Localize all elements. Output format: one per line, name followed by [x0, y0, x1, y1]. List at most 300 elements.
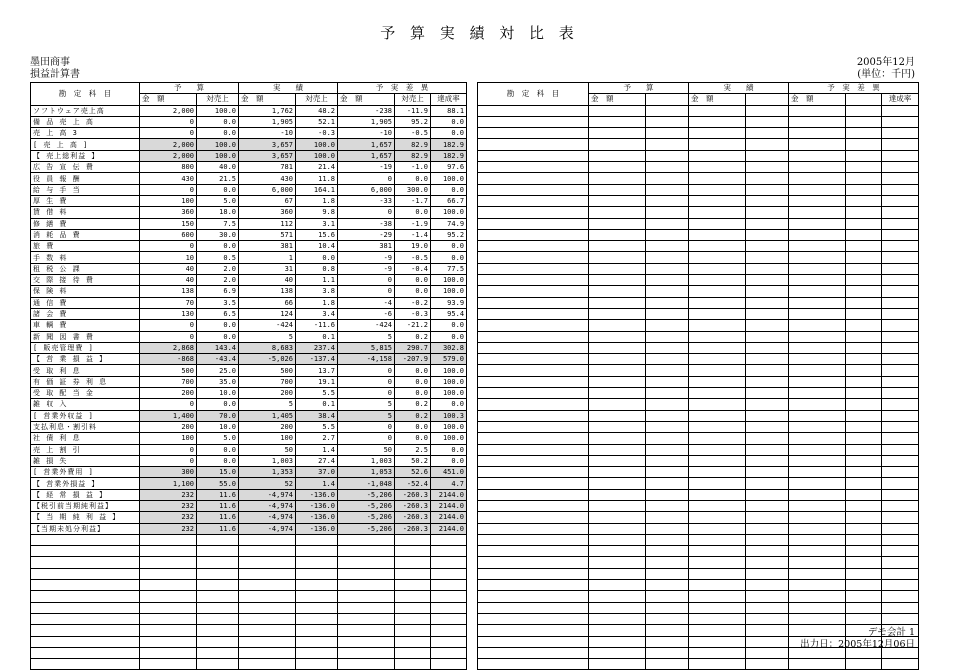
empty-cell — [478, 184, 589, 195]
table-row — [478, 229, 919, 240]
budget-amount-cell: 232 — [140, 523, 197, 534]
variance-ratio-cell: -0.5 — [395, 252, 431, 263]
empty-cell — [478, 659, 589, 670]
empty-cell — [589, 534, 646, 545]
budget-ratio-cell: 35.0 — [197, 376, 239, 387]
budget-amount-cell: 200 — [140, 421, 197, 432]
empty-cell — [746, 568, 789, 579]
empty-cell — [746, 557, 789, 568]
table-row — [31, 659, 467, 670]
empty-cell — [589, 229, 646, 240]
header-actual-ratio: 対売上 — [296, 94, 338, 105]
empty-cell — [689, 534, 746, 545]
budget-amount-cell: 1,100 — [140, 478, 197, 489]
table-row — [478, 207, 919, 218]
actual-ratio-cell: 2.7 — [296, 433, 338, 444]
achievement-cell — [431, 636, 467, 647]
empty-cell — [846, 263, 882, 274]
empty-cell — [478, 308, 589, 319]
variance-amount-cell: -5,206 — [338, 489, 395, 500]
empty-cell — [478, 320, 589, 331]
empty-cell — [646, 286, 689, 297]
budget-ratio-cell: 15.0 — [197, 467, 239, 478]
actual-amount-cell: -424 — [239, 320, 296, 331]
empty-cell — [746, 534, 789, 545]
empty-cell — [689, 546, 746, 557]
empty-cell — [478, 162, 589, 173]
achievement-cell: 66.7 — [431, 195, 467, 206]
budget-ratio-cell: 0.0 — [197, 184, 239, 195]
table-row — [31, 636, 467, 647]
empty-cell — [478, 534, 589, 545]
empty-cell — [589, 105, 646, 116]
table-row — [478, 512, 919, 523]
empty-cell — [478, 207, 589, 218]
budget-amount-cell: 40 — [140, 263, 197, 274]
account-cell: 受 取 利 息 — [31, 365, 140, 376]
table-row — [31, 625, 467, 636]
account-cell: 交 際 接 待 費 — [31, 275, 140, 286]
empty-cell — [689, 489, 746, 500]
empty-cell — [689, 342, 746, 353]
budget-ratio-cell: 0.0 — [197, 116, 239, 127]
empty-cell — [478, 150, 589, 161]
actual-amount-cell — [239, 613, 296, 624]
empty-cell — [589, 512, 646, 523]
variance-amount-cell: 0 — [338, 421, 395, 432]
account-cell: 【税引前当期純利益】 — [31, 500, 140, 511]
budget-ratio-cell — [197, 602, 239, 613]
empty-cell — [646, 128, 689, 139]
budget-ratio-cell — [197, 534, 239, 545]
budget-ratio-cell: 2.0 — [197, 275, 239, 286]
variance-ratio-cell: -260.3 — [395, 523, 431, 534]
achievement-cell — [431, 647, 467, 658]
empty-cell — [689, 241, 746, 252]
empty-cell — [846, 342, 882, 353]
table-body — [31, 105, 467, 670]
empty-cell — [646, 613, 689, 624]
actual-amount-cell: 1,905 — [239, 116, 296, 127]
account-cell: 賃 借 料 — [31, 207, 140, 218]
account-cell: [ 営業外収益 ] — [31, 410, 140, 421]
budget-ratio-cell: 0.0 — [197, 331, 239, 342]
empty-cell — [746, 116, 789, 127]
empty-cell — [882, 399, 919, 410]
empty-cell — [478, 523, 589, 534]
empty-cell — [589, 116, 646, 127]
budget-ratio-cell: 21.5 — [197, 173, 239, 184]
empty-cell — [789, 489, 846, 500]
account-cell — [31, 580, 140, 591]
account-cell — [31, 636, 140, 647]
table-row — [31, 613, 467, 624]
empty-cell — [478, 625, 589, 636]
actual-ratio-cell: -136.0 — [296, 523, 338, 534]
header-variance: 予 実 差 異 — [789, 83, 919, 94]
actual-amount-cell: 138 — [239, 286, 296, 297]
empty-cell — [689, 263, 746, 274]
budget-amount-cell: 2,000 — [140, 105, 197, 116]
actual-amount-cell: 112 — [239, 218, 296, 229]
budget-amount-cell: 0 — [140, 455, 197, 466]
empty-cell — [589, 467, 646, 478]
actual-ratio-cell — [296, 602, 338, 613]
empty-cell — [882, 218, 919, 229]
achievement-cell: 100.0 — [431, 376, 467, 387]
budget-ratio-cell — [197, 557, 239, 568]
empty-cell — [589, 139, 646, 150]
variance-amount-cell: 1,657 — [338, 139, 395, 150]
empty-cell — [789, 523, 846, 534]
empty-cell — [478, 478, 589, 489]
table-row — [478, 105, 919, 116]
table-row — [31, 252, 467, 263]
actual-ratio-cell: 1.4 — [296, 478, 338, 489]
empty-cell — [478, 342, 589, 353]
budget-ratio-cell: 100.0 — [197, 139, 239, 150]
empty-cell — [478, 252, 589, 263]
table-row — [478, 173, 919, 184]
empty-cell — [846, 433, 882, 444]
empty-cell — [846, 467, 882, 478]
budget-ratio-cell — [197, 580, 239, 591]
table-row — [31, 116, 467, 127]
actual-amount-cell: 1,003 — [239, 455, 296, 466]
footer-block — [800, 627, 915, 651]
empty-cell — [789, 659, 846, 670]
empty-cell — [746, 444, 789, 455]
actual-ratio-cell: 0.0 — [296, 252, 338, 263]
actual-ratio-cell: -0.3 — [296, 128, 338, 139]
empty-cell — [646, 444, 689, 455]
budget-ratio-cell: 0.0 — [197, 128, 239, 139]
variance-ratio-cell — [395, 636, 431, 647]
empty-cell — [646, 500, 689, 511]
empty-cell — [746, 388, 789, 399]
achievement-cell: 0.0 — [431, 455, 467, 466]
table-row — [478, 308, 919, 319]
actual-ratio-cell: 15.6 — [296, 229, 338, 240]
empty-cell — [882, 342, 919, 353]
table-row — [31, 433, 467, 444]
empty-cell — [789, 546, 846, 557]
empty-cell — [689, 365, 746, 376]
budget-amount-cell: 40 — [140, 275, 197, 286]
header-cell — [646, 94, 689, 105]
empty-cell — [478, 376, 589, 387]
variance-amount-cell: 0 — [338, 275, 395, 286]
empty-cell — [789, 263, 846, 274]
table-row — [31, 489, 467, 500]
variance-ratio-cell: 0.0 — [395, 388, 431, 399]
account-cell: 雑 収 入 — [31, 399, 140, 410]
empty-cell — [789, 410, 846, 421]
company-block — [30, 57, 80, 81]
empty-cell — [589, 659, 646, 670]
budget-amount-cell: 700 — [140, 376, 197, 387]
empty-cell — [689, 580, 746, 591]
achievement-cell: 2144.0 — [431, 489, 467, 500]
actual-amount-cell: 500 — [239, 365, 296, 376]
empty-cell — [746, 602, 789, 613]
empty-cell — [882, 128, 919, 139]
empty-cell — [646, 195, 689, 206]
empty-cell — [846, 388, 882, 399]
empty-cell — [589, 241, 646, 252]
achievement-cell: 2144.0 — [431, 512, 467, 523]
actual-ratio-cell: 0.1 — [296, 331, 338, 342]
budget-ratio-cell: 0.0 — [197, 241, 239, 252]
empty-cell — [589, 365, 646, 376]
empty-cell — [478, 297, 589, 308]
budget-ratio-cell — [197, 647, 239, 658]
empty-cell — [846, 489, 882, 500]
actual-ratio-cell: 164.1 — [296, 184, 338, 195]
empty-cell — [589, 184, 646, 195]
actual-ratio-cell — [296, 568, 338, 579]
actual-amount-cell: -5,026 — [239, 354, 296, 365]
actual-ratio-cell: 37.0 — [296, 467, 338, 478]
variance-ratio-cell — [395, 568, 431, 579]
achievement-cell — [431, 557, 467, 568]
empty-cell — [746, 591, 789, 602]
variance-ratio-cell — [395, 557, 431, 568]
empty-cell — [882, 241, 919, 252]
empty-cell — [689, 568, 746, 579]
actual-ratio-cell — [296, 580, 338, 591]
empty-cell — [882, 320, 919, 331]
achievement-cell: 0.0 — [431, 444, 467, 455]
table-row — [478, 580, 919, 591]
table-row — [31, 467, 467, 478]
achievement-cell: 95.2 — [431, 229, 467, 240]
empty-cell — [646, 241, 689, 252]
achievement-cell: 100.0 — [431, 173, 467, 184]
empty-cell — [589, 320, 646, 331]
budget-amount-cell: 300 — [140, 467, 197, 478]
page-title: 予 算 実 績 対 比 表 — [380, 24, 579, 42]
table-row — [478, 546, 919, 557]
empty-cell — [846, 229, 882, 240]
empty-cell — [789, 139, 846, 150]
actual-amount-cell — [239, 580, 296, 591]
budget-ratio-cell: 7.5 — [197, 218, 239, 229]
empty-cell — [589, 150, 646, 161]
variance-amount-cell — [338, 636, 395, 647]
variance-amount-cell: 5 — [338, 410, 395, 421]
empty-cell — [646, 263, 689, 274]
table-row — [478, 320, 919, 331]
empty-cell — [478, 229, 589, 240]
variance-ratio-cell: 290.7 — [395, 342, 431, 353]
achievement-cell: 4.7 — [431, 478, 467, 489]
empty-cell — [882, 455, 919, 466]
table-row — [478, 500, 919, 511]
empty-cell — [746, 399, 789, 410]
empty-cell — [846, 116, 882, 127]
empty-cell — [882, 613, 919, 624]
variance-ratio-cell: 0.2 — [395, 410, 431, 421]
variance-ratio-cell — [395, 602, 431, 613]
empty-cell — [882, 275, 919, 286]
table-row — [31, 320, 467, 331]
account-cell: 支払利息・割引料 — [31, 421, 140, 432]
variance-amount-cell: 0 — [338, 433, 395, 444]
empty-cell — [646, 568, 689, 579]
budget-ratio-cell: 55.0 — [197, 478, 239, 489]
empty-cell — [789, 433, 846, 444]
empty-cell — [589, 207, 646, 218]
empty-cell — [589, 410, 646, 421]
table-row — [31, 399, 467, 410]
empty-cell — [746, 105, 789, 116]
empty-cell — [846, 602, 882, 613]
empty-cell — [689, 455, 746, 466]
empty-cell — [478, 613, 589, 624]
empty-cell — [789, 512, 846, 523]
achievement-cell: 2144.0 — [431, 523, 467, 534]
table-row — [31, 602, 467, 613]
table-row — [31, 218, 467, 229]
empty-cell — [646, 557, 689, 568]
empty-cell — [589, 195, 646, 206]
empty-cell — [746, 263, 789, 274]
variance-ratio-cell: -1.4 — [395, 229, 431, 240]
empty-cell — [689, 218, 746, 229]
empty-cell — [882, 580, 919, 591]
empty-cell — [746, 489, 789, 500]
variance-amount-cell — [338, 580, 395, 591]
table-row — [31, 534, 467, 545]
achievement-cell — [431, 534, 467, 545]
achievement-cell — [431, 580, 467, 591]
actual-amount-cell — [239, 546, 296, 557]
actual-ratio-cell — [296, 546, 338, 557]
actual-ratio-cell: 1.8 — [296, 195, 338, 206]
table-row — [478, 354, 919, 365]
actual-ratio-cell — [296, 557, 338, 568]
budget-ratio-cell: 11.6 — [197, 489, 239, 500]
table-row — [478, 557, 919, 568]
variance-amount-cell: -1,048 — [338, 478, 395, 489]
empty-cell — [746, 207, 789, 218]
account-cell — [31, 546, 140, 557]
variance-ratio-cell: 0.0 — [395, 376, 431, 387]
table-row — [31, 207, 467, 218]
empty-cell — [478, 139, 589, 150]
empty-cell — [746, 365, 789, 376]
variance-amount-cell — [338, 659, 395, 670]
empty-cell — [746, 625, 789, 636]
budget-ratio-cell: 5.0 — [197, 195, 239, 206]
budget-amount-cell — [140, 591, 197, 602]
empty-cell — [689, 331, 746, 342]
variance-amount-cell — [338, 625, 395, 636]
budget-ratio-cell: 2.0 — [197, 263, 239, 274]
account-cell: [ 営業外費用 ] — [31, 467, 140, 478]
empty-cell — [882, 105, 919, 116]
actual-amount-cell: -4,974 — [239, 489, 296, 500]
empty-cell — [746, 546, 789, 557]
empty-cell — [646, 207, 689, 218]
header-budget-amount: 金 額 — [589, 94, 646, 105]
variance-ratio-cell: -11.9 — [395, 105, 431, 116]
table-row — [31, 647, 467, 658]
empty-cell — [689, 659, 746, 670]
empty-cell — [689, 297, 746, 308]
actual-ratio-cell: 21.4 — [296, 162, 338, 173]
actual-ratio-cell — [296, 625, 338, 636]
variance-amount-cell: 0 — [338, 388, 395, 399]
table-row — [478, 410, 919, 421]
variance-ratio-cell: 0.0 — [395, 365, 431, 376]
achievement-cell — [431, 625, 467, 636]
budget-ratio-cell: 70.0 — [197, 410, 239, 421]
empty-cell — [689, 139, 746, 150]
budget-ratio-cell: 3.5 — [197, 297, 239, 308]
empty-cell — [846, 275, 882, 286]
achievement-cell — [431, 659, 467, 670]
variance-ratio-cell: -260.3 — [395, 489, 431, 500]
empty-cell — [846, 150, 882, 161]
actual-amount-cell: 66 — [239, 297, 296, 308]
empty-cell — [646, 647, 689, 658]
actual-amount-cell: 1,353 — [239, 467, 296, 478]
achievement-cell: 100.0 — [431, 207, 467, 218]
empty-cell — [478, 602, 589, 613]
empty-cell — [882, 252, 919, 263]
empty-cell — [478, 388, 589, 399]
variance-amount-cell: 381 — [338, 241, 395, 252]
actual-ratio-cell: 38.4 — [296, 410, 338, 421]
statement-name: 損益計算書 — [30, 69, 80, 80]
table-row — [31, 105, 467, 116]
empty-cell — [746, 512, 789, 523]
variance-amount-cell: -33 — [338, 195, 395, 206]
empty-cell — [882, 512, 919, 523]
empty-cell — [746, 297, 789, 308]
empty-cell — [846, 184, 882, 195]
budget-amount-cell: 800 — [140, 162, 197, 173]
budget-amount-cell — [140, 613, 197, 624]
empty-cell — [789, 534, 846, 545]
account-cell: 広 告 宣 伝 費 — [31, 162, 140, 173]
budget-ratio-cell: 5.0 — [197, 433, 239, 444]
empty-cell — [846, 455, 882, 466]
empty-cell — [478, 173, 589, 184]
empty-cell — [646, 365, 689, 376]
achievement-cell: 0.0 — [431, 399, 467, 410]
achievement-cell: 451.0 — [431, 467, 467, 478]
table-row — [31, 455, 467, 466]
table-row — [31, 512, 467, 523]
actual-ratio-cell: 3.4 — [296, 308, 338, 319]
actual-amount-cell: 781 — [239, 162, 296, 173]
empty-cell — [689, 308, 746, 319]
variance-ratio-cell — [395, 613, 431, 624]
actual-amount-cell: 52 — [239, 478, 296, 489]
empty-cell — [882, 173, 919, 184]
empty-cell — [589, 602, 646, 613]
empty-cell — [789, 320, 846, 331]
actual-amount-cell: -4,974 — [239, 512, 296, 523]
empty-cell — [589, 388, 646, 399]
empty-cell — [746, 128, 789, 139]
table-row — [31, 546, 467, 557]
system-name: デモ会計 1 — [867, 627, 915, 638]
actual-ratio-cell: 0.1 — [296, 399, 338, 410]
